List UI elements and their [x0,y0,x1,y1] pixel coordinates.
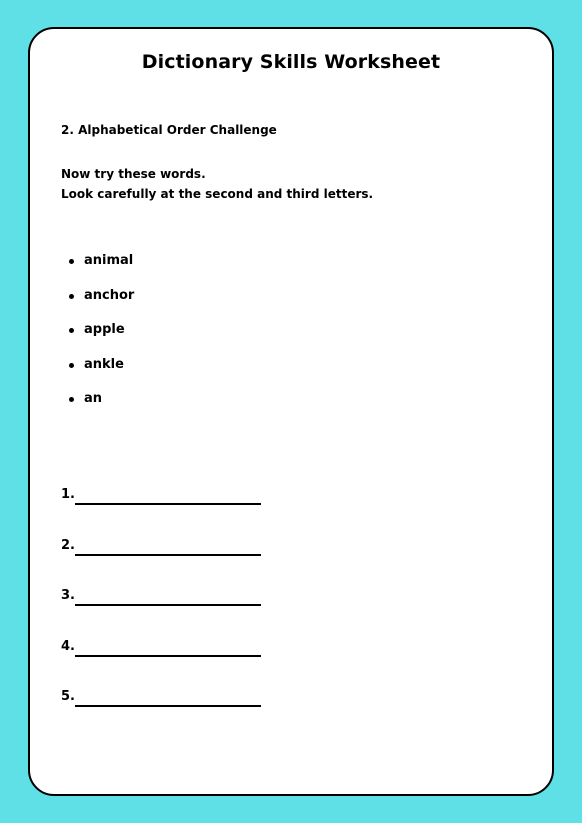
word-list [69,253,134,426]
answer-number: 3. [61,588,75,603]
instructions [61,164,373,204]
bullet-icon [69,294,74,299]
word-label: anchor [84,287,135,303]
bullet-icon [69,328,74,333]
word-label: animal [84,253,134,268]
answer-blank[interactable] [75,639,261,657]
list-item [69,253,134,288]
list-item [69,357,134,392]
answer-number: 1. [61,487,75,502]
list-item [69,288,134,323]
list-item [69,322,134,357]
word-label: an [84,391,103,406]
worksheet-card [28,27,554,796]
answer-row [61,689,261,740]
answer-number: 5. [61,689,75,704]
bullet-icon [69,259,74,264]
word-label: apple [84,322,125,337]
page-title: Dictionary Skills Worksheet [141,51,441,73]
answer-blank[interactable] [75,588,261,606]
word-label: ankle [84,356,124,372]
answer-row [61,639,261,690]
answer-number: 4. [61,638,75,654]
section-heading: 2. Alphabetical Order Challenge [61,123,277,137]
answer-row [61,538,261,589]
instruction-line: Look carefully at the second and third letters. [61,187,374,201]
list-item [69,391,134,426]
answer-row [61,487,261,538]
bullet-icon [69,363,74,368]
answer-blank[interactable] [75,538,261,556]
instruction-line: Now try these words. [61,167,206,181]
bullet-icon [69,397,74,402]
answer-row [61,588,261,639]
answer-number: 2. [61,537,75,553]
answer-blank[interactable] [75,487,261,505]
answer-lines [61,487,261,740]
answer-blank[interactable] [75,689,261,707]
